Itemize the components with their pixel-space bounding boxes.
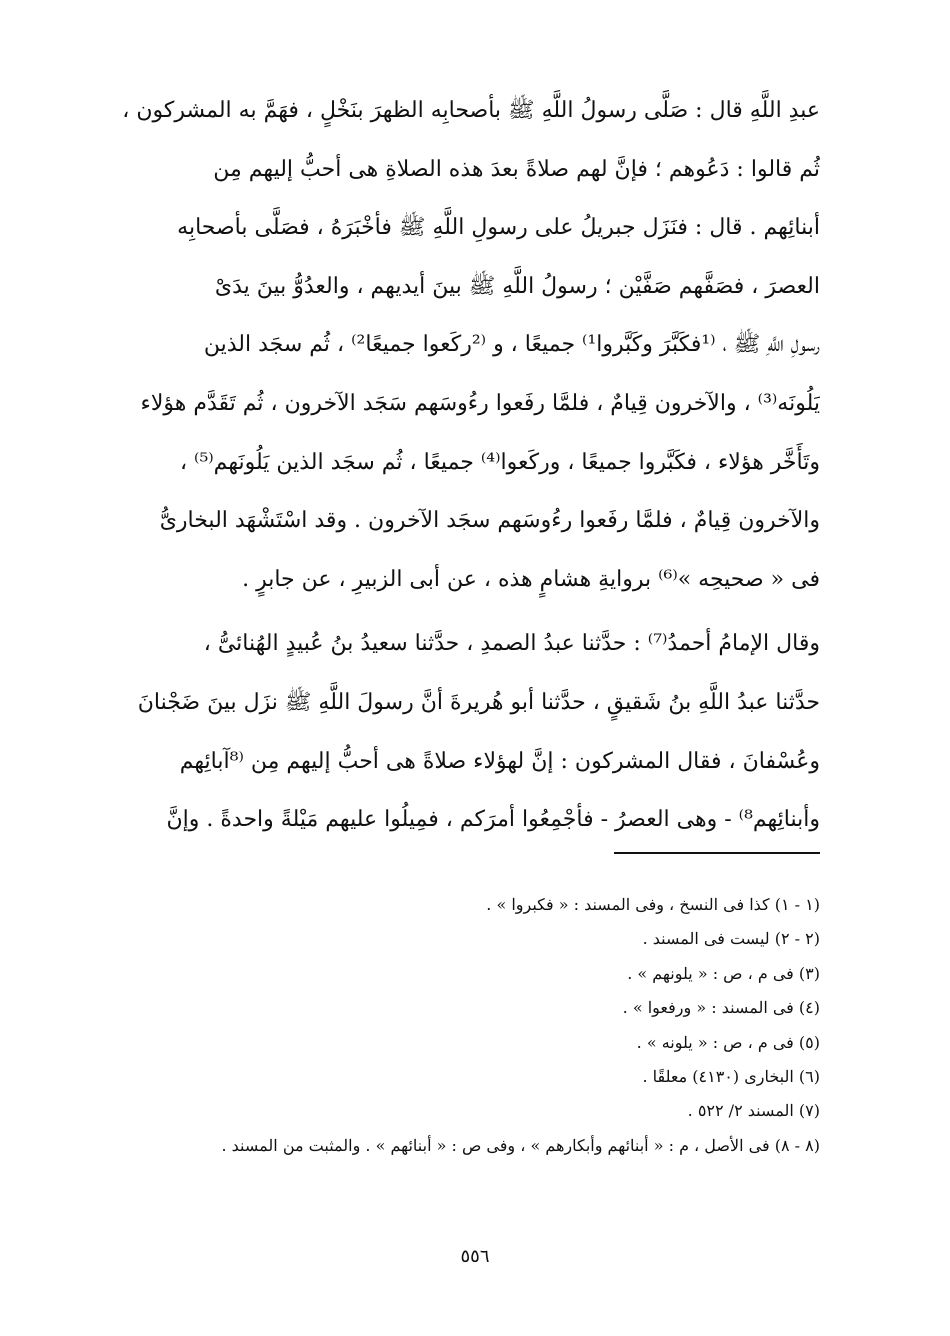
text-line: فى « صحيحِه »⁽⁶⁾ بروايةِ هشامٍ هذه ، عن أبى الزبيرِ ، عن جابرٍ . bbox=[242, 566, 820, 592]
main-text bbox=[105, 82, 820, 850]
footnote: (٤) فى المسند : « ورفعوا » . bbox=[622, 998, 820, 1018]
footnote-divider bbox=[614, 852, 820, 854]
text-line: وعُسْفانَ ، فقال المشركون : إنَّ لهؤلاء صلاةً هى أحبُّ إليهم مِن ⁽⁸آبائِهم bbox=[179, 748, 820, 774]
text-line: وتَأَخَّر هؤلاء ، فكَبَّروا جميعًا ، وركَعوا⁽⁴⁾ جميعًا ، ثُم سجَد الذين يَلُونَهم⁽⁵⁾ ، bbox=[179, 449, 820, 475]
text-line: رسولِ اللَّهِ ﷺ ، ⁽¹فكَبَّرَ وكَبَّروا¹⁾ جميعًا ، و ⁽²ركَعوا جميعًا²⁾ ، ثُم سجَد الذين bbox=[203, 332, 820, 358]
text-line: يَلُونَه⁽³⁾ ، والآخرون قِيامٌ ، فلمَّا رفَعوا رءُوسَهم سَجَد الآخرون ، ثُم تَقَدَّم هؤلاء bbox=[140, 390, 820, 416]
text-line: ثُم قالوا : دَعُوهم ؛ فإنَّ لهم صلاةً بعدَ هذه الصلاةِ هى أحبُّ إليهم مِن bbox=[213, 156, 820, 182]
footnote: (٢ - ٢) ليست فى المسند . bbox=[642, 929, 820, 949]
text-line: أبنائِهم . قال : فنَزَل جبريلُ على رسولِ اللَّهِ ﷺ فأخْبَرَهُ ، فصَلَّى بأصحابِه bbox=[177, 215, 820, 241]
text-line: وقال الإمامُ أحمدُ⁽⁷⁾ : حدَّثنا عبدُ الصمدِ ، حدَّثنا سعيدُ بنُ عُبيدٍ الهُنائىُّ ، bbox=[203, 631, 820, 657]
footnotes bbox=[105, 888, 820, 1163]
footnote: (٧) المسند ٢/ ٥٢٢ . bbox=[687, 1101, 820, 1121]
text-line: حدَّثنا عبدُ اللَّهِ بنُ شَقيقٍ ، حدَّثنا أبو هُريرةَ أنَّ رسولَ اللَّهِ ﷺ نزَل بينَ ضَجْنانَ bbox=[137, 689, 820, 715]
text-line: والآخرون قِيامٌ ، فلمَّا رفَعوا رءُوسَهم سجَد الآخرون . وقد اسْتَشْهَد البخارىُّ bbox=[159, 508, 820, 534]
text-line: العصرَ ، فصَفَّهم صَفَّيْن ؛ رسولُ اللَّهِ ﷺ بينَ أيديهم ، والعدُوُّ بينَ يدَىْ bbox=[214, 273, 820, 299]
footnote: (٦) البخارى (٤١٣٠) معلقًا . bbox=[642, 1066, 820, 1086]
page-number: ٥٥٦ bbox=[460, 1246, 490, 1267]
footnote: (١ - ١) كذا فى النسخ ، وفى المسند : « فكبروا » . bbox=[486, 895, 820, 914]
text-line: وأبنائِهم⁸⁾ - وهى العصرُ - فأجْمِعُوا أمرَكم ، فمِيلُوا عليهم مَيْلةً واحدةً . وإنَّ bbox=[166, 807, 820, 833]
footnote: (٥) فى م ، ص : « يلونه » . bbox=[636, 1032, 820, 1052]
text-line: عبدِ اللَّهِ قال : صَلَّى رسولُ اللَّهِ ﷺ بأصحابِه الظهرَ بنَخْلٍ ، فهَمَّ به المشركون ، bbox=[122, 98, 820, 123]
footnote: (٣) فى م ، ص : « يلونهم » . bbox=[627, 963, 820, 983]
footnote: (٨ - ٨) فى الأصل ، م : « أبنائهم وأبكارهم » ، وفى ص : « أبنائهم » . والمثبت من المسند . bbox=[221, 1135, 820, 1155]
